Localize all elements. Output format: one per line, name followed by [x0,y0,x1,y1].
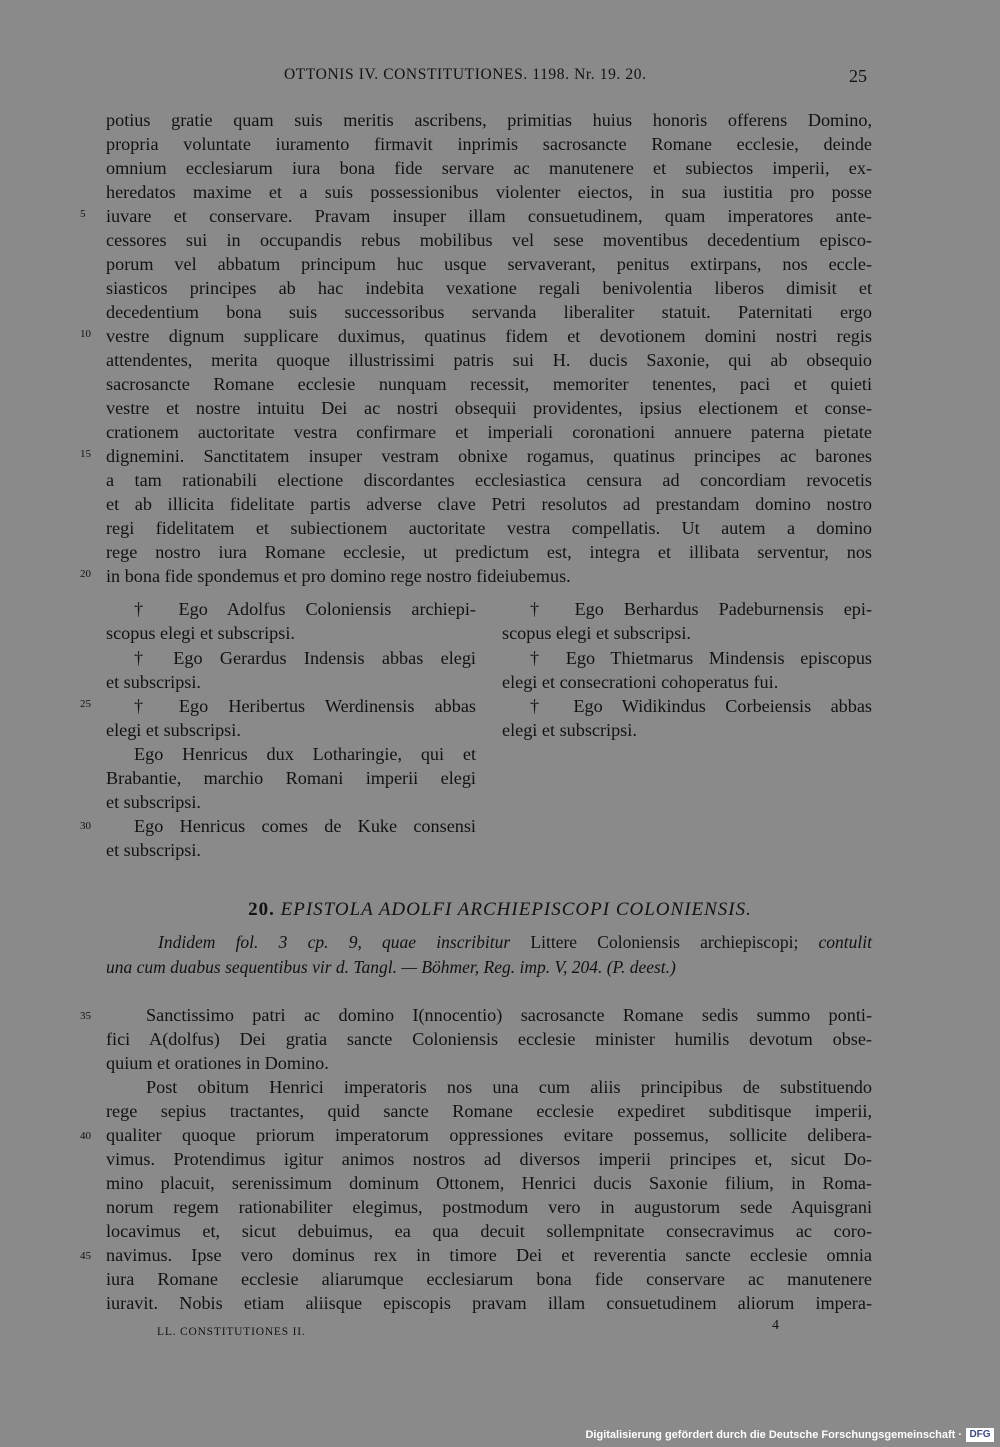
body-line: mino placuit, serenissimum dominum Ottonem, Henrici ducis Saxonie filium, in Roma- [106,1173,872,1193]
body-line: sacrosancte Romane ecclesie nunquam recessit, memoriter tenentes, paci et quieti [106,374,872,394]
signature-line: Ego Henricus comes de Kuke consensi [134,816,476,836]
body-line: vimus. Protendimus igitur animos nostros ad diversos imperii principes et, sicut Do- [106,1149,872,1169]
signature-line: et subscripsi. [106,840,201,860]
body-line: siasticos principes ab hac indebita vexatione regali benivolentia liberos dimisit et [106,278,872,298]
source-note-title: Littere Coloniensis archiepiscopi; [530,932,799,952]
collection-footer: LL. CONSTITUTIONES II. [157,1326,306,1338]
body-line: regi fidelitatem et subiectionem auctoritate vestra compellatis. Ut autem a domino [106,518,872,538]
funding-note: Digitalisierung gefördert durch die Deutsche Forschungsgemeinschaft · [585,1429,962,1441]
source-note-line: una cum duabus sequentibus vir d. Tangl. — Böhmer, Reg. imp. V, 204. (P. deest.) [106,957,676,977]
body-line: cessores sui in occupandis rebus mobilibus vel sese moventibus decedentium episco- [106,230,872,250]
running-head: OTTONIS IV. CONSTITUTIONES. 1198. Nr. 19. 20. [284,66,647,83]
body-line: propria voluntate iuramento firmavit inprimis sacrosancte Romane ecclesie, deinde [106,134,872,154]
body-line: quium et orationes in Domino. [106,1053,329,1073]
body-line: dignemini. Sanctitatem insuper vestram obnixe rogamus, quatinus principes ac barones [106,446,872,466]
body-line: fici A(dolfus) Dei gratia sancte Coloniensis ecclesie minister humilis devotum obse- [106,1029,872,1049]
signature-line: et subscripsi. [106,792,201,812]
line-number: 20 [80,568,91,580]
line-number: 40 [80,1130,91,1142]
line-number: 45 [80,1250,91,1262]
signature-line: † Ego Adolfus Coloniensis archiepi- [134,599,476,619]
body-line: Post obitum Henrici imperatoris nos una cum aliis principibus de substituendo [146,1077,872,1097]
line-number: 30 [80,820,91,832]
body-line: heredatos maxime et a suis possessionibus violenter eiectos, in sua iustitia pro posse [106,182,872,202]
body-line: omnium ecclesiarum iura bona fide servare ac manutenere et subiectos imperii, ex- [106,158,872,178]
line-number: 10 [80,328,91,340]
signature-line: † Ego Heribertus Werdinensis abbas [134,696,476,716]
line-number: 15 [80,448,91,460]
document-20-heading [0,899,1000,921]
signature-line: elegi et subscripsi. [106,720,241,740]
body-line: norum regem rationabiliter elegimus, postmodum vero in augustorum sede Aquisgrani [106,1197,872,1217]
signature-line: † Ego Widikindus Corbeiensis abbas [530,696,872,716]
signature-line: et subscripsi. [106,672,201,692]
body-line: porum vel abbatum principum huc usque servaverant, penitus extirpans, nos eccle- [106,254,872,274]
source-note-italic: Indidem fol. 3 cp. 9, quae inscribitur [158,932,511,952]
signature-line: † Ego Gerardus Indensis abbas elegi [134,648,476,668]
signature-line: Ego Henricus dux Lotharingie, qui et [134,744,476,764]
page-number: 25 [849,66,867,86]
document-title: EPISTOLA ADOLFI ARCHIEPISCOPI COLONIENSIS. [280,899,752,920]
body-line: rege sepius tractantes, quid sancte Romane ecclesie expediret subditisque imperii, [106,1101,872,1121]
body-line: potius gratie quam suis meritis ascribens, primitias huius honoris offerens Domino, [106,110,872,130]
body-line: Sanctissimo patri ac domino I(nnocentio) sacrosancte Romane sedis summo ponti- [146,1005,872,1025]
signature-line: Brabantie, marchio Romani imperii elegi [106,768,476,788]
body-line: attendentes, merita quoque illustrissimi patris sui H. ducis Saxonie, qui ab obsequio [106,350,872,370]
body-line: vestre dignum supplicare duximus, quatinus fidem et devotionem domini nostri regis [106,326,872,346]
signature-line: † Ego Berhardus Padeburnensis epi- [530,599,872,619]
line-number: 35 [80,1010,91,1022]
body-line: crationem auctoritate vestra confirmare et imperiali coronationi annuere paterna pietate [106,422,872,442]
body-line: iuvare et conservare. Pravam insuper illam consuetudinem, quam imperatores ante- [106,206,872,226]
signature-line: elegi et subscripsi. [502,720,637,740]
body-line: vestre et nostre intuitu Dei ac nostri obsequii providentes, ipsius electionem et conse- [106,398,872,418]
source-note-line [106,930,872,954]
signature-mark: 4 [772,1318,779,1333]
body-line: in bona fide spondemus et pro domino rege nostro fideiubemus. [106,566,571,586]
body-line: iuravit. Nobis etiam aliisque episcopis pravam illam consuetudinem aliorum impera- [106,1293,872,1313]
body-line: decedentium bona suis successoribus servanda liberaliter statuit. Paternitati ergo [106,302,872,322]
body-line: iura Romane ecclesie aliarumque ecclesiarum bona fide conservare ac manutenere [106,1269,872,1289]
document-number: 20. [248,899,275,920]
signature-line: scopus elegi et subscripsi. [106,623,295,643]
body-line: et ab illicita fidelitate partis adverse clave Petri resolutos ad prestandam domino nostro [106,494,872,514]
body-line: navimus. Ipse vero dominus rex in timore Dei et reverentia sancte ecclesie omnia [106,1245,872,1265]
line-number: 5 [80,208,86,220]
signature-line: elegi et consecrationi cohoperatus fui. [502,672,779,692]
line-number: 25 [80,698,91,710]
body-line: locavimus et, sicut debuimus, ea qua decuit sollempnitate consecravimus ac coro- [106,1221,872,1241]
source-note-italic: contulit [818,932,872,952]
dfg-logo-icon: DFG [966,1428,994,1442]
signature-line: † Ego Thietmarus Mindensis episcopus [530,648,872,668]
body-line: a tam rationabili electione discordantes ecclesiastica censura ad concordiam revocetis [106,470,872,490]
signature-line: scopus elegi et subscripsi. [502,623,691,643]
body-line: qualiter quoque priorum imperatorum oppressiones evitare possemus, sollicite delibera- [106,1125,872,1145]
body-line: rege nostro iura Romane ecclesie, ut predictum est, integra et illibata serventur, nos [106,542,872,562]
